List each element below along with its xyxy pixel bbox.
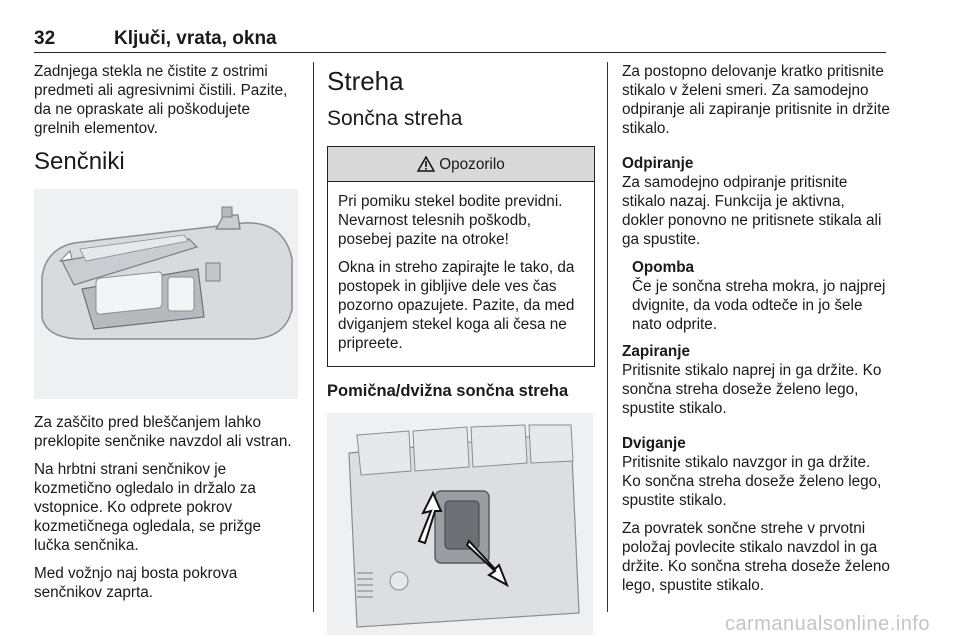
closing-heading: Zapiranje [622,343,691,360]
sunroof-switch-illustration [327,413,593,635]
chapter-title: Ključi, vrata, okna [114,28,277,49]
warning-icon [417,156,435,172]
warning-text-2: Okna in streho zapirajte le tako, da postopek in gibljive dele ves čas pozorno opazujete. Pazite, da med dviganjem stekel koga ali česa ne pripreete. [338,259,575,352]
visor-usage-paragraph: Za zaščito pred bleščanjem lahko preklopite senčnike navzdol ali vstran. [34,414,292,450]
warning-label: Opozorilo [439,155,505,173]
lifting-text: Pritisnite stikalo navzgor in ga držite. Ko sončna streha doseže želeno lego, spustite stikalo. [622,454,882,509]
visor-driving-paragraph: Med vožnjo naj bosta pokrova senčnikov zaprta. [34,565,238,601]
warning-body [328,182,594,366]
sun-visors-heading: Senčniki [34,148,125,175]
note-heading: Opomba [632,259,695,276]
warning-box [327,146,595,367]
operation-intro: Za postopno delovanje kratko pritisnite stikalo v želeni smeri. Za samodejno odpiranje ali zapiranje pritisnite in držite stikalo. [622,63,890,137]
page-number: 32 [34,28,56,49]
warning-text-1: Pri pomiku stekel bodite previdni. Nevarnost telesnih poškodb, posebej pazite na otroke! [338,193,563,248]
column-left [34,62,300,611]
page-header [34,18,886,53]
opening-heading: Odpiranje [622,155,694,172]
note-block [632,258,890,334]
return-text: Za povratek sončne strehe v prvotni položaj povlecite stikalo navzdol in ga držite. Ko sončna streha doseže želeno lego, spustite stikalo. [622,520,890,594]
column-middle [327,62,595,635]
column-divider-2 [607,62,608,612]
closing-text: Pritisnite stikalo naprej in ga držite. Ko sončna streha doseže želeno lego, spustite stikalo. [622,362,882,417]
tilt-slide-sunroof-heading: Pomična/dvižna sončna streha [327,382,569,400]
opening-text: Za samodejno odpiranje pritisnite stikalo nazaj. Funkcija je aktivna, dokler ponovno ne pritisnete stikala ali ga spustite. [622,174,882,248]
watermark: carmanualsonline.info [724,613,930,635]
note-text: Če je sončna streha mokra, jo najprej dvignite, da voda odteče in jo šele nato odprite. [632,278,886,333]
visor-mirror-paragraph: Na hrbtni strani senčnikov je kozmetično ogledalo in držalo za vstopnice. Ko odprete pokrov kozmetičnega ogledala, se prižge lučka senčnika. [34,461,262,554]
column-divider-1 [313,62,314,612]
rear-window-caution: Zadnjega stekla ne čistite z ostrimi predmeti ali agresivnimi čistili. Pazite, da ne opraskate ali poškodujete grelnih elementov. [34,63,288,137]
roof-heading: Streha [327,66,404,96]
sun-visor-illustration [34,189,298,399]
sunroof-heading: Sončna streha [327,107,463,130]
column-right [622,62,890,604]
lifting-heading: Dviganje [622,435,686,452]
warning-header [328,147,594,182]
